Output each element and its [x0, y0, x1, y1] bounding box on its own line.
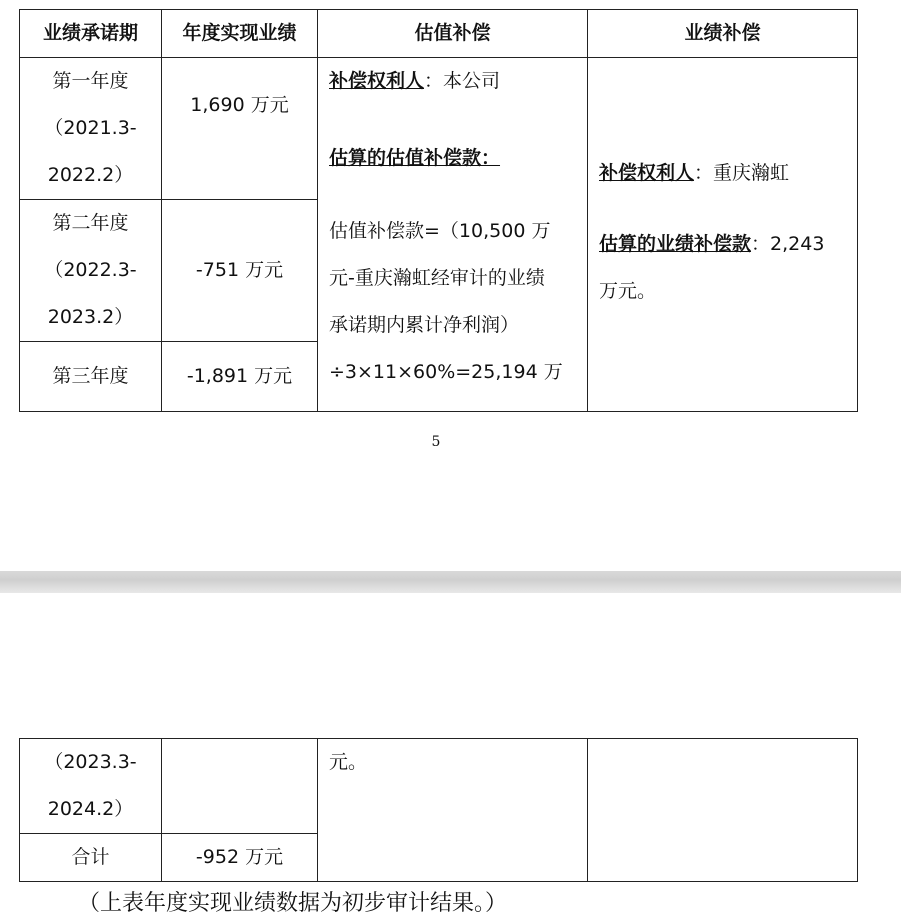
header-commitment-period: 业绩承诺期 [20, 10, 162, 58]
period-cell [20, 200, 162, 342]
performance-beneficiary-label: 补偿权利人 [599, 162, 695, 184]
valuation-beneficiary-label: 补偿权利人 [329, 70, 425, 92]
valuation-formula-line: ÷3×11×60%=25,194 万 [329, 361, 563, 383]
period-line: （2022.3- [44, 259, 137, 281]
period-line: 2023.2） [47, 306, 134, 328]
table-row [20, 58, 858, 200]
valuation-estimate-label: 估算的估值补偿款： [329, 147, 501, 169]
performance-value: -751 万元 [162, 200, 318, 342]
performance-compensation-cell [588, 739, 858, 882]
performance-beneficiary: 重庆瀚虹 [713, 162, 790, 184]
period-line: 第二年度 [52, 212, 129, 234]
valuation-formula-line: 元-重庆瀚虹经审计的业绩 [329, 267, 545, 289]
page-number: 5 [431, 434, 441, 450]
valuation-compensation-cell: 补偿权利人：本公司 估算的估值补偿款： 估值补偿款=（10,500 万 元-重庆瀚虹经审计的业绩 承诺期内累计净利润） ÷3×11×60%=25,194 万 [318, 58, 588, 412]
performance-compensation-cell: 补偿权利人：重庆瀚虹 估算的业绩补偿款：2,243 万元。 [588, 58, 858, 412]
performance-estimate-unit: 万元。 [599, 280, 657, 302]
header-valuation-compensation: 估值补偿 [318, 10, 588, 58]
table-row [20, 739, 858, 834]
period-line: 2024.2） [47, 798, 134, 820]
page-separator [0, 571, 901, 593]
header-performance-compensation: 业绩补偿 [588, 10, 858, 58]
period-cell [20, 739, 162, 834]
period-cell: 第三年度 [20, 342, 162, 412]
total-value: -952 万元 [162, 834, 318, 882]
period-line: 第一年度 [52, 70, 129, 92]
compensation-table-page-5 [19, 9, 858, 412]
performance-estimate-value: ：2,243 [751, 233, 825, 255]
valuation-formula-line: 承诺期内累计净利润） [329, 314, 520, 336]
valuation-formula-line: 估值补偿款=（10,500 万 [329, 220, 551, 242]
valuation-formula-line: 元。 [329, 751, 368, 773]
valuation-compensation-cell [318, 739, 588, 882]
table-footnote: （上表年度实现业绩数据为初步审计结果。） [78, 891, 508, 916]
period-line: 2022.2） [47, 164, 134, 186]
performance-value: 1,690 万元 [162, 58, 318, 200]
performance-value-empty [162, 739, 318, 834]
header-annual-performance: 年度实现业绩 [162, 10, 318, 58]
total-label: 合计 [20, 834, 162, 882]
compensation-table-page-6 [19, 738, 858, 882]
period-line: （2021.3- [44, 117, 137, 139]
period-line: （2023.3- [44, 751, 137, 773]
period-cell [20, 58, 162, 200]
valuation-beneficiary: 本公司 [443, 70, 501, 92]
table-header-row [20, 10, 858, 58]
performance-value: -1,891 万元 [162, 342, 318, 412]
performance-estimate-label: 估算的业绩补偿款 [599, 233, 752, 255]
